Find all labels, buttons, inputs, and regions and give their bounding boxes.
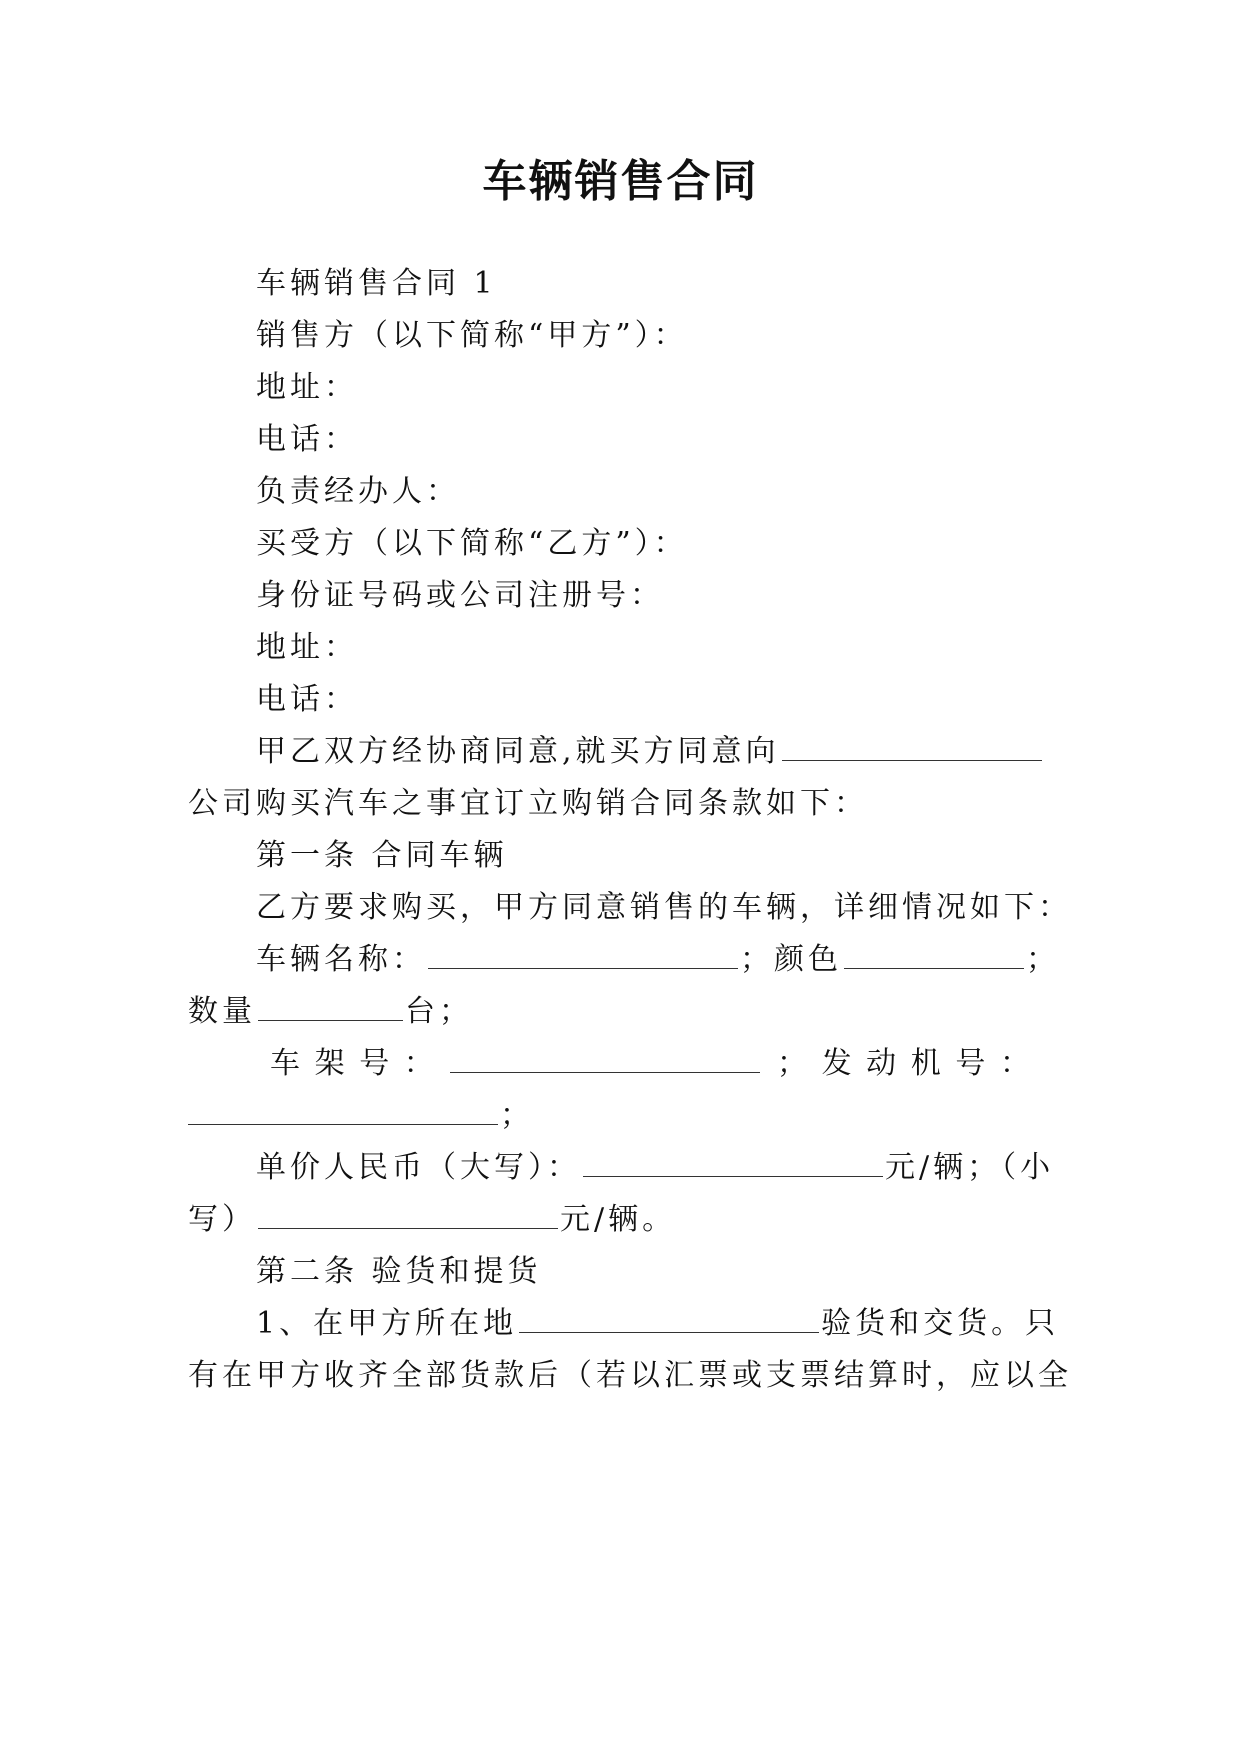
quantity-line	[188, 990, 473, 1034]
agreement-line	[256, 730, 1044, 774]
buyer-id-line: 身份证号码或公司注册号：	[256, 578, 664, 613]
agreement-line-cont: 公司购买汽车之事宜订立购销合同条款如下：	[188, 786, 868, 821]
unit-price-upper-unit: 元/辆；（小	[885, 1150, 1055, 1185]
quantity-unit: 台；	[405, 994, 473, 1029]
unit-price-lower-line	[188, 1198, 676, 1242]
frame-number-blank	[450, 1042, 760, 1073]
frame-engine-line	[270, 1042, 1030, 1086]
document-title: 车辆销售合同	[482, 156, 759, 207]
unit-price-upper-label: 单价人民币（大写）：	[256, 1150, 581, 1185]
seller-agent-line: 负责经办人：	[256, 474, 460, 509]
engine-end: ；	[500, 1098, 534, 1133]
buyer-address-line: 地址：	[256, 630, 358, 665]
color-label: ；颜色	[740, 942, 842, 977]
article-1-heading: 第一条 合同车辆	[256, 838, 508, 873]
agreement-text: 甲乙双方经协商同意,就买方同意向	[256, 734, 780, 769]
vehicle-name-label: 车辆名称：	[256, 942, 426, 977]
engine-number-line	[188, 1094, 534, 1138]
inspection-label: 1、在甲方所在地	[256, 1306, 518, 1341]
inspection-line	[256, 1302, 1059, 1346]
frame-semicolon: ；	[776, 1046, 807, 1081]
unit-price-lower-label: 写）	[188, 1202, 256, 1237]
seller-phone-line: 电话：	[256, 422, 358, 457]
frame-char-1: 车	[270, 1046, 300, 1081]
quantity-blank	[258, 990, 403, 1021]
engine-char-2: 动	[866, 1046, 897, 1081]
contract-number-line: 车辆销售合同 1	[256, 266, 497, 301]
article-2-heading: 第二条 验货和提货	[256, 1254, 542, 1289]
inspection-line-cont: 有在甲方收齐全部货款后（若以汇票或支票结算时，应以全	[188, 1358, 1072, 1393]
inspection-text: 验货和交货。只	[821, 1306, 1060, 1341]
engine-number-blank	[188, 1094, 498, 1125]
engine-char-4: 号	[955, 1046, 986, 1081]
article-1-intro: 乙方要求购买，甲方同意销售的车辆，详细情况如下：	[256, 890, 1072, 925]
buyer-line: 买受方（以下简称“乙方”）：	[256, 526, 688, 561]
frame-char-3: 号	[359, 1046, 390, 1081]
unit-price-upper-blank	[583, 1146, 883, 1177]
quantity-label: 数量	[188, 994, 256, 1029]
unit-price-line	[256, 1146, 1054, 1190]
color-end: ；	[1026, 942, 1060, 977]
vehicle-name-blank	[428, 938, 738, 969]
unit-price-lower-blank	[258, 1198, 558, 1229]
seller-line: 销售方（以下简称“甲方”）：	[256, 318, 688, 353]
vehicle-name-line	[256, 938, 1060, 982]
company-name-blank	[782, 730, 1042, 761]
color-blank	[844, 938, 1024, 969]
engine-colon: ：	[999, 1046, 1030, 1081]
seller-address-line: 地址：	[256, 370, 358, 405]
engine-char-3: 机	[910, 1046, 941, 1081]
unit-price-lower-unit: 元/辆。	[560, 1202, 677, 1237]
frame-char-2: 架	[314, 1046, 345, 1081]
inspection-place-blank	[519, 1302, 819, 1333]
buyer-phone-line: 电话：	[256, 682, 358, 717]
engine-char-1: 发	[821, 1046, 852, 1081]
frame-colon: ：	[403, 1046, 434, 1081]
